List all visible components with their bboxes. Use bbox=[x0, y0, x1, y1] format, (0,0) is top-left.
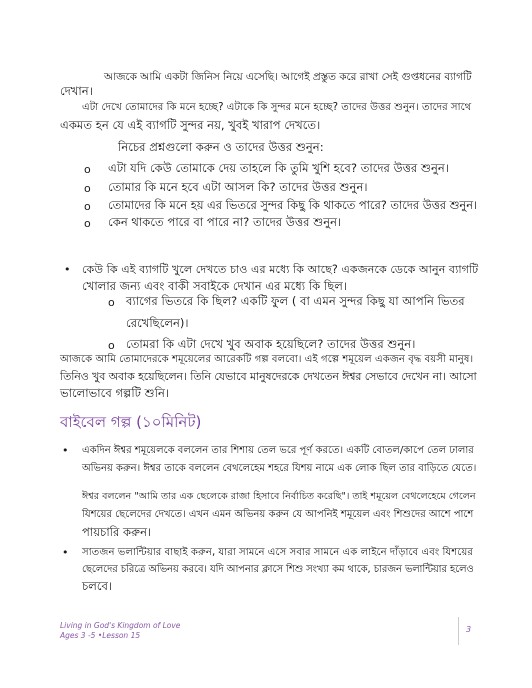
open-bag-sub-1-cont: রেখেছিলেন)। bbox=[126, 316, 189, 330]
open-bag-line-1: কেউ কি এই ব্যাগটি খুলে দেখতে চাও এর মধ্যে কি আছে? একজনকে ডেকে আনুন ব্যাগটি bbox=[82, 263, 479, 276]
transition-line-1: আজকে আমি তোমাদেরকে শমূয়েলের আরেকটি গল্প বলবো। এই গল্পে শমূয়েল একজন বৃদ্ধ বয়সী মানুষ। bbox=[60, 354, 474, 365]
intro-line-4: একমত হন যে এই ব্যাগটি সুন্দর নয়, খুবই খারাপ দেখতে। bbox=[60, 118, 321, 132]
section-heading: বাইবেল গল্প (১০মিনিট) bbox=[60, 413, 202, 431]
intro-line-1: আজকে আমি একটা জিনিস নিয়ে এসেছি। আগেই প্রস্তুত করে রাখা সেই গুপ্তধনের ব্যাগটি bbox=[104, 71, 472, 83]
bullet-marker: • bbox=[62, 444, 69, 457]
story-p1-line-1: একদিন ঈশ্বর শমূয়েলকে বললেন তার শিশায় তেল ভরে পূর্ণ করতে। একটি বোতল/কাপে তেল ঢালার bbox=[82, 445, 474, 456]
open-bag-sub-1: ব্যাগের ভিতরে কি ছিল? একটি ফুল ( বা এমন সুন্দর কিছু যা আপনি ভিতর bbox=[126, 294, 465, 308]
list-marker: o bbox=[108, 296, 115, 309]
story-p3-line-1: সাতজন ভলান্টিয়ার বাছাই করুন, যারা সামনে এসে সবার সামনে এক লাইনে দাঁড়াবে এবং যিশয়ের bbox=[82, 547, 474, 558]
story-p2-line-3: পায়চারি করুন। bbox=[82, 525, 152, 539]
intro-line-2: দেখান। bbox=[60, 84, 93, 98]
list-marker: o bbox=[84, 217, 91, 230]
story-p2-line-1: ঈশ্বর বললেন "আমি তার এক ছেলেকে রাজা হিসাবে নির্বাচিত করেছি"। তাই শমূয়েল বেথলেহেমে গেলেন bbox=[82, 491, 476, 502]
open-bag-sub-2: তোমরা কি এটা দেখে খুব অবাক হয়েছিলে? তাদের উত্তর শুনুন। bbox=[126, 337, 416, 351]
transition-line-3: ভালোভাবে গল্পটি শুনি। bbox=[60, 386, 170, 400]
intro-line-3: এটা দেখে তোমাদের কি মনে হচ্ছে? এটাকে কি সুন্দর মনে হচ্ছে? তাদের উত্তর শুনুন। তাদের সাথে bbox=[82, 102, 472, 113]
list-marker: o bbox=[84, 200, 91, 213]
transition-line-2: তিনিও খুব অবাক হয়েছিলেন। তিনি যেভাবে মানুষদেরকে দেখতেন ঈশ্বর সেভাবে দেখেন না। আসো bbox=[60, 370, 477, 383]
list-item: কেন থাকতে পারে বা পারে না? তাদের উত্তর শুনুন। bbox=[108, 215, 342, 229]
list-marker: o bbox=[84, 163, 91, 176]
footer-lesson: Ages 3 -5 •Lesson 15 bbox=[60, 631, 141, 640]
page-number: 3 bbox=[466, 625, 472, 634]
story-p1-line-2: অভিনয় করুন। ঈশ্বর তাকে বললেন বেথলেহেম শহরে যিশয় নামে এক লোক ছিল তার বাড়িতে যেতে। bbox=[82, 463, 477, 474]
list-marker: o bbox=[108, 339, 115, 352]
story-p3-line-2: ছেলেদের চরিত্রে অভিনয় করবে। যদি আপনার ক্লাসে শিশু সংখ্যা কম থাকে, চারজন ভলান্টিয়ার হলেও bbox=[82, 564, 474, 575]
list-item: এটা যদি কেউ তোমাকে দেয় তাহলে কি তুমি খুশি হবে? তাদের উত্তর শুনুন। bbox=[108, 161, 449, 175]
intro-line-5: নিচের প্রশ্নগুলো করুন ও তাদের উত্তর শুনুন: bbox=[118, 140, 324, 154]
list-item: তোমাদের কি মনে হয় এর ভিতরে সুন্দর কিছু কি থাকতে পারে? তাদের উত্তর শুনুন। bbox=[108, 198, 478, 212]
bullet-marker: • bbox=[64, 263, 71, 276]
footer-title: Living in God's Kingdom of Love bbox=[60, 621, 181, 630]
open-bag-line-2: খোলার জন্য এবং বাকী সবাইকে দেখান এর মধ্যে কি ছিল। bbox=[82, 279, 348, 293]
bullet-marker: • bbox=[62, 546, 69, 559]
story-p2-line-2: যিশয়ের ছেলেদের দেখতে। এখন এমন অভিনয় করুন যে আপনিই শমূয়েল এবং শিশুদের আশে পাশে bbox=[82, 509, 474, 520]
story-p3-line-3: চলবে। bbox=[82, 579, 113, 593]
list-item: তোমার কি মনে হবে এটা আসল কি? তাদের উত্তর শুনুন। bbox=[108, 180, 368, 194]
list-marker: o bbox=[84, 182, 91, 195]
footer-divider bbox=[458, 617, 459, 645]
